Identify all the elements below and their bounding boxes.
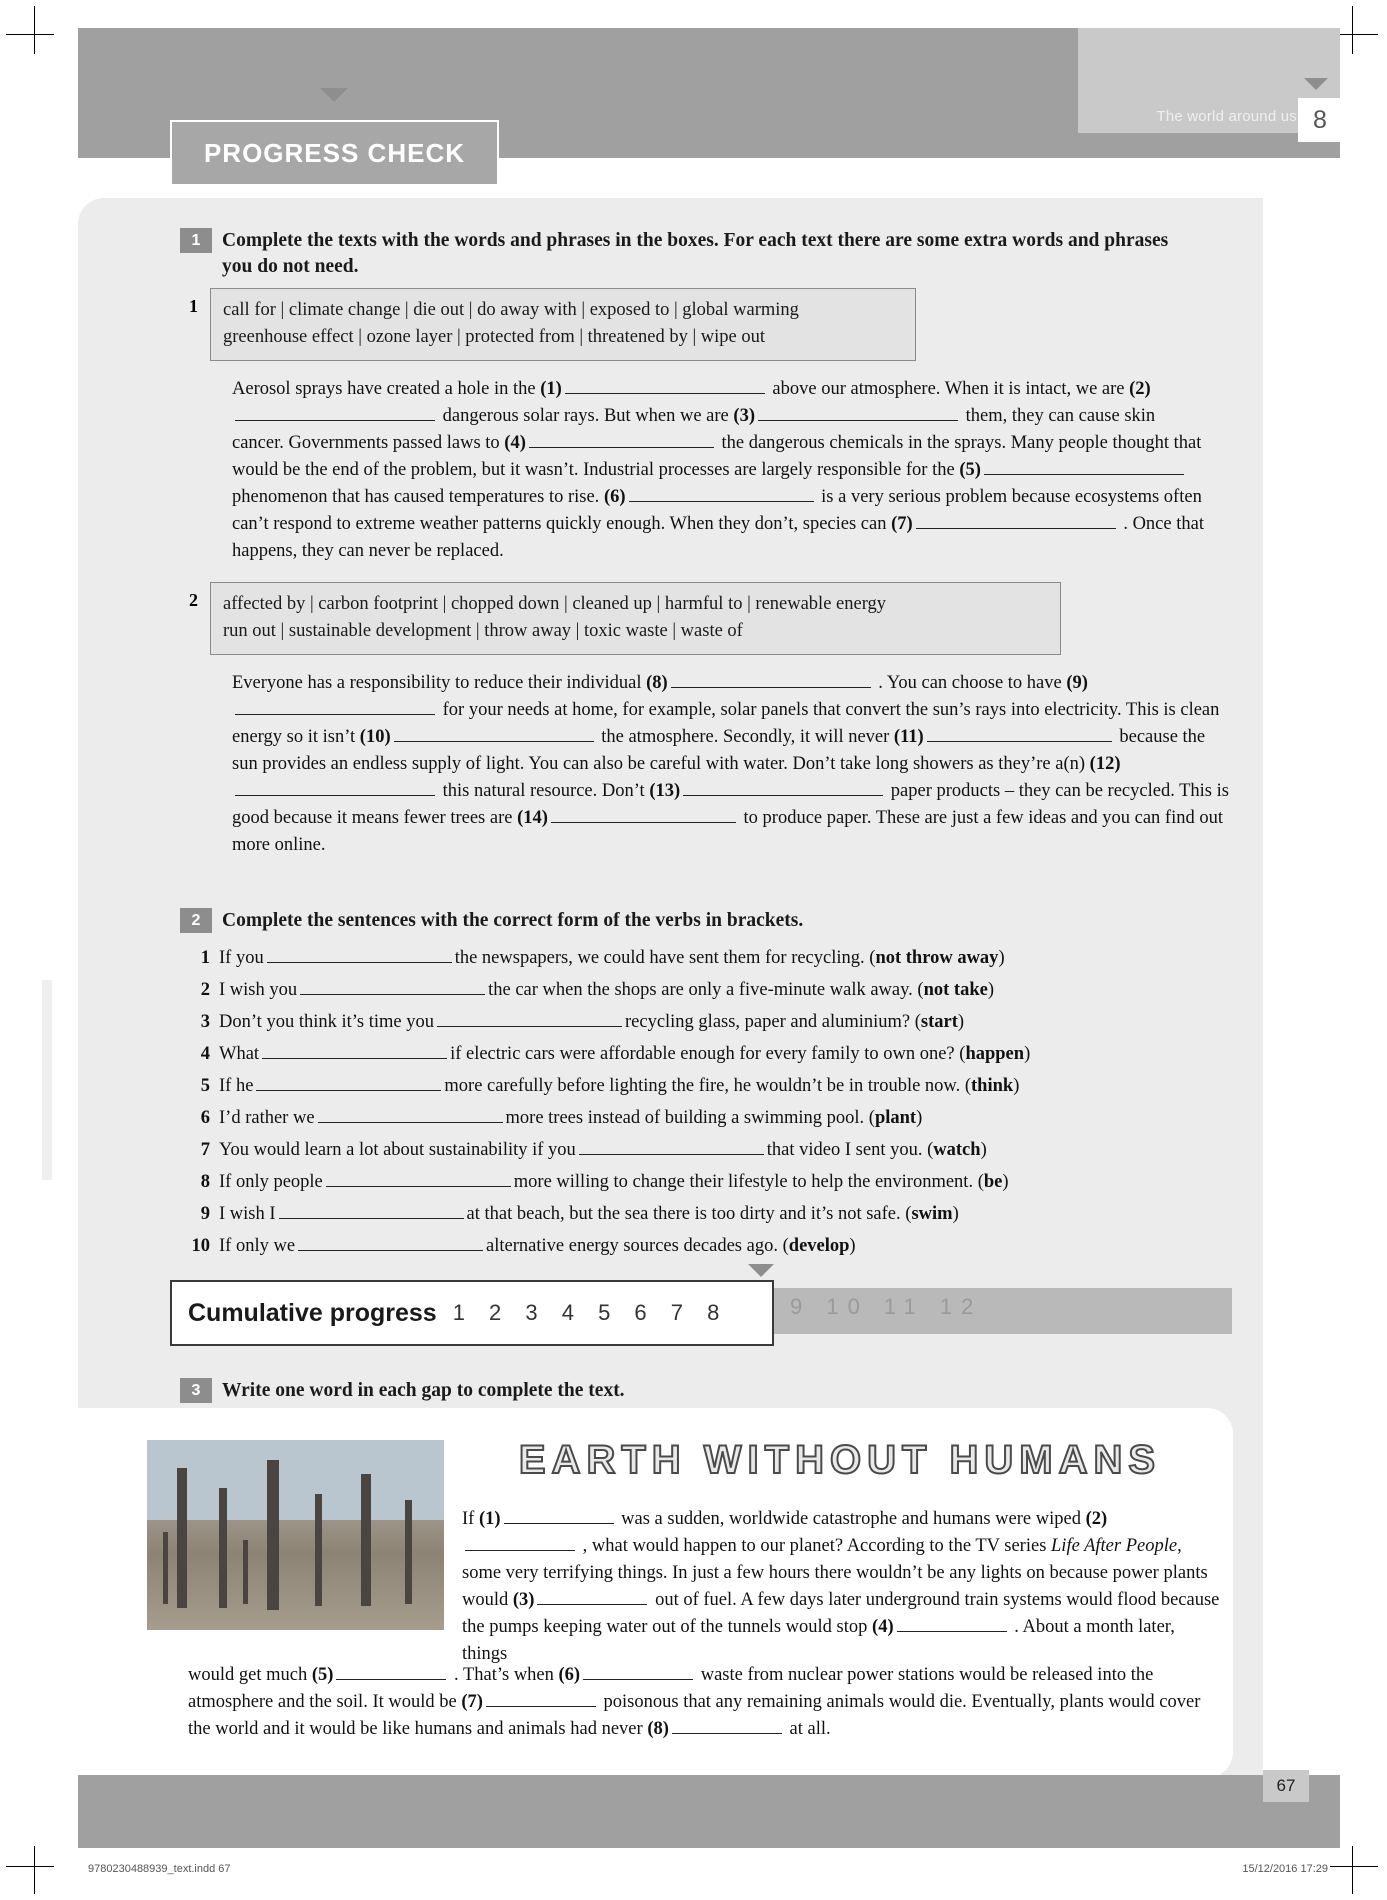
question-cue: develop: [788, 1236, 850, 1256]
question-pre: If you: [219, 948, 264, 968]
question-body: If he more carefully before lighting the fire, he wouldn’t be in trouble now. (think): [219, 1076, 1020, 1096]
question-body: You would learn a lot about sustainability if you that video I sent you. (watch): [219, 1140, 987, 1160]
question-post: if electric cars were affordable enough for every family to own one?: [450, 1044, 955, 1064]
question-number: 10: [191, 1236, 210, 1256]
t3-n4: (4): [872, 1617, 894, 1637]
t3-a2: was a sudden, worldwide catastrophe and humans were wiped: [621, 1509, 1081, 1529]
footer-band: [78, 1775, 1340, 1848]
answer-gap-q9[interactable]: [279, 1203, 464, 1219]
answer-gap-t3-2[interactable]: [465, 1535, 575, 1551]
wordbox-1-line-2: greenhouse effect | ozone layer | protected from | threatened by | wipe out: [223, 327, 766, 347]
question-number: 8: [200, 1172, 210, 1192]
answer-gap-q2[interactable]: [300, 979, 485, 995]
t1-s2: above our atmosphere. When it is intact, we are: [772, 379, 1125, 399]
answer-gap-7[interactable]: [916, 513, 1116, 529]
answer-gap-1[interactable]: [565, 378, 765, 394]
question-body: If only we alternative energy sources decades ago. (develop): [219, 1236, 856, 1256]
t2-s8: to produce paper. These are just a few ideas and you can find out more online.: [232, 808, 1223, 855]
exercise-3-instruction: Write one word in each gap to complete the text.: [222, 1380, 625, 1401]
t1-n4: (4): [504, 433, 526, 453]
wordbox-2-line-1: affected by | carbon footprint | chopped down | cleaned up | harmful to | renewable energy: [223, 594, 887, 614]
exercise-3-text-part-2: [188, 1662, 1223, 1743]
question-post: the car when the shops are only a five-minute walk away.: [488, 980, 913, 1000]
exercise-2-question-row: [180, 1102, 1190, 1134]
t1-s1: Aerosol sprays have created a hole in the: [232, 379, 536, 399]
exercise-2-question-row: [180, 1166, 1190, 1198]
answer-gap-q6[interactable]: [318, 1107, 503, 1123]
t1-n1: (1): [540, 379, 562, 399]
answer-gap-9[interactable]: [235, 699, 435, 715]
t2-s7: paper products – they can be recycled. This is good because it means fewer trees are: [232, 781, 1229, 828]
answer-gap-t3-5[interactable]: [336, 1664, 446, 1680]
t3-a5: out of fuel. A few days later underground train systems would flood because the pumps keeping water out of the tunnels would stop: [462, 1590, 1220, 1637]
exercise-1-text-2: [232, 670, 1232, 859]
running-head: The world around us: [1156, 108, 1297, 125]
answer-gap-t3-3[interactable]: [537, 1589, 647, 1605]
exercise-2-heading: [180, 908, 1190, 934]
answer-gap-11[interactable]: [927, 726, 1112, 742]
t3-b4: poisonous that any remaining animals would die. Eventually, plants would cover the world and it would be like humans and animals had never: [188, 1692, 1201, 1739]
answer-gap-t3-4[interactable]: [897, 1616, 1007, 1632]
question-body: What if electric cars were affordable enough for every family to own one? (happen): [219, 1044, 1031, 1064]
triangle-marker-progress-icon: [320, 88, 348, 102]
t2-n10: (10): [359, 727, 391, 747]
t3-n5: (5): [311, 1665, 334, 1685]
answer-gap-13[interactable]: [683, 780, 883, 796]
t3-n7: (7): [461, 1692, 483, 1712]
answer-gap-14[interactable]: [551, 807, 736, 823]
answer-gap-2[interactable]: [235, 405, 435, 421]
t1-s8: . Once that happens, they can never be replaced.: [232, 514, 1204, 561]
answer-gap-q8[interactable]: [326, 1171, 511, 1187]
question-post: that video I sent you.: [766, 1140, 923, 1160]
t2-s5: because the sun provides an endless supply of light. You can also be careful with water. Don’t take long showers as they’re a(n): [232, 727, 1206, 774]
t1-s6: phenomenon that has caused temperatures to rise.: [232, 487, 600, 507]
page-number: 67: [1263, 1770, 1309, 1802]
exercise-1-instruction: Complete the texts with the words and phrases in the boxes. For each text there are some extra words and phrases you do not need.: [222, 230, 1169, 277]
exercise-1-number: 1: [180, 228, 212, 253]
crop-mark-bl-h: [6, 1866, 54, 1867]
question-cue: not take: [923, 980, 988, 1000]
t3-b5: at all.: [789, 1719, 831, 1739]
question-body: I wish you the car when the shops are only a five-minute walk away. (not take): [219, 980, 995, 1000]
triangle-marker-unit-icon: [1304, 78, 1328, 90]
question-cue: not throw away: [875, 948, 999, 968]
question-post: more carefully before lighting the fire, he wouldn’t be in trouble now.: [444, 1076, 961, 1096]
question-body: I’d rather we more trees instead of building a swimming pool. (plant): [219, 1108, 923, 1128]
exercise-3-number: 3: [180, 1378, 212, 1403]
t2-s6: this natural resource. Don’t: [442, 781, 645, 801]
question-post: at that beach, but the sea there is too dirty and it’s not safe.: [466, 1204, 901, 1224]
answer-gap-6[interactable]: [629, 486, 814, 502]
question-body: If you the newspapers, we could have sent them for recycling. (not throw away): [219, 948, 1005, 968]
t3-n2: (2): [1085, 1509, 1108, 1529]
question-number: 3: [200, 1012, 210, 1032]
question-number: 2: [200, 980, 210, 1000]
exercise-2-question-list: [180, 942, 1190, 1262]
wordbox-1-number: 1: [189, 296, 198, 316]
t3-a1: If: [462, 1509, 475, 1529]
exercise-2-question-row: [180, 942, 1190, 974]
t2-n8: (8): [646, 673, 668, 693]
answer-gap-5[interactable]: [984, 459, 1184, 475]
exercise-2-question-row: [180, 1230, 1190, 1262]
answer-gap-q5[interactable]: [256, 1075, 441, 1091]
t2-n13: (13): [649, 781, 681, 801]
exercise-1-heading: [180, 228, 1190, 280]
question-pre: If he: [219, 1076, 254, 1096]
wordbox-2-number: 2: [189, 590, 198, 610]
exercise-2-question-row: [180, 1198, 1190, 1230]
question-pre: What: [219, 1044, 260, 1064]
answer-gap-q7[interactable]: [579, 1139, 764, 1155]
question-pre: If only people: [219, 1172, 323, 1192]
answer-gap-t3-8[interactable]: [672, 1718, 782, 1734]
question-post: more willing to change their lifestyle to help the environment.: [513, 1172, 974, 1192]
cumulative-progress-title: Cumulative progress: [188, 1298, 437, 1327]
t3-n6: (6): [558, 1665, 581, 1685]
question-post: alternative energy sources decades ago.: [486, 1236, 778, 1256]
t2-n12: (12): [1089, 754, 1121, 774]
exercise-2-question-row: [180, 1038, 1190, 1070]
exercise-1-text-1: [232, 376, 1207, 565]
exercise-2-question-row: [180, 1070, 1190, 1102]
answer-gap-12[interactable]: [235, 780, 435, 796]
t2-s4: the atmosphere. Secondly, it will never: [601, 727, 890, 747]
question-number: 6: [200, 1108, 210, 1128]
t1-n2: (2): [1129, 379, 1151, 399]
answer-gap-t3-7[interactable]: [486, 1691, 596, 1707]
t3-b3: waste from nuclear power stations would be released into the atmosphere and the soil. It would be: [188, 1665, 1154, 1712]
t1-n6: (6): [603, 487, 626, 507]
question-cue: watch: [933, 1140, 981, 1160]
cumulative-progress-inactive-units: 9 10 11 12: [790, 1294, 983, 1319]
exercise-3-heading: [180, 1378, 1190, 1404]
wordbox-1: [210, 288, 916, 361]
question-number: 9: [200, 1204, 210, 1224]
t2-s2: . You can choose to have: [878, 673, 1062, 693]
cumulative-progress-active-units: 1 2 3 4 5 6 7 8: [452, 1300, 729, 1325]
question-number: 1: [200, 948, 210, 968]
question-cue: happen: [965, 1044, 1025, 1064]
t1-s3: dangerous solar rays. But when we are: [442, 406, 729, 426]
progress-check-label: PROGRESS CHECK: [203, 137, 466, 168]
article-title: EARTH WITHOUT HUMANS: [518, 1438, 1162, 1482]
print-footer-right: 15/12/2016 17:29: [1242, 1863, 1328, 1875]
question-body: I wish I at that beach, but the sea there is too dirty and it’s not safe. (swim): [219, 1204, 959, 1224]
t1-s7: is a very serious problem because ecosystems often can’t respond to extreme weather patterns quickly enough. When they don’t, species can: [232, 487, 1202, 534]
question-cue: start: [920, 1012, 958, 1032]
t1-n5: (5): [959, 460, 981, 480]
t2-s1: Everyone has a responsibility to reduce their individual: [232, 673, 642, 693]
crop-mark-tl-v: [34, 6, 35, 54]
cumulative-progress-box: [170, 1280, 774, 1346]
t3-n3: (3): [512, 1590, 535, 1610]
question-pre: I wish you: [219, 980, 298, 1000]
print-footer-left: 9780230488939_text.indd 67: [88, 1863, 231, 1875]
t3-b2: . That’s when: [454, 1665, 554, 1685]
t3-b1: would get much: [188, 1665, 308, 1685]
t1-n3: (3): [733, 406, 755, 426]
t3-a4: , some very terrifying things. In just a few hours there wouldn’t be any lights on because power plants would: [462, 1536, 1208, 1610]
answer-gap-t3-1[interactable]: [504, 1508, 614, 1524]
exercise-2-number: 2: [180, 908, 212, 933]
answer-gap-q3[interactable]: [437, 1011, 622, 1027]
t1-s4: them, they can cause skin cancer. Governments passed laws to: [232, 406, 1156, 453]
triangle-marker-cumulative-icon: [748, 1264, 774, 1277]
question-post: recycling glass, paper and aluminium?: [624, 1012, 911, 1032]
question-cue: think: [971, 1076, 1014, 1096]
unit-number-badge: 8: [1298, 98, 1342, 142]
crop-mark-br-v: [1352, 1846, 1353, 1894]
t3-a6: . About a month later, things: [462, 1617, 1175, 1664]
question-post: more trees instead of building a swimming pool.: [505, 1108, 865, 1128]
answer-gap-q4[interactable]: [262, 1043, 447, 1059]
question-pre: I’d rather we: [219, 1108, 315, 1128]
progress-check-banner: [170, 120, 499, 186]
wordbox-2: [210, 582, 1061, 655]
question-cue: be: [983, 1172, 1003, 1192]
question-number: 4: [200, 1044, 210, 1064]
t1-s5: the dangerous chemicals in the sprays. Many people thought that would be the end of the problem, but it wasn’t. Industrial processes are largely responsible for the: [232, 433, 1202, 480]
t3-n8: (8): [647, 1719, 669, 1739]
dead-forest-photo: [145, 1438, 446, 1632]
exercise-3-text-part-1: [462, 1506, 1222, 1668]
question-pre: I wish I: [219, 1204, 276, 1224]
question-post: the newspapers, we could have sent them for recycling.: [454, 948, 865, 968]
wordbox-1-line-1: call for | climate change | die out | do away with | exposed to | global warming: [223, 300, 799, 320]
crop-mark-bl-v: [34, 1846, 35, 1894]
t2-n11: (11): [893, 727, 924, 747]
t3-a3: , what would happen to our planet? According to the TV series: [582, 1536, 1047, 1556]
question-cue: swim: [911, 1204, 953, 1224]
question-body: Don’t you think it’s time you recycling glass, paper and aluminium? (start): [219, 1012, 965, 1032]
t2-s3: for your needs at home, for example, solar panels that convert the sun’s rays into electricity. This is clean energy so it isn’t: [232, 700, 1220, 747]
t2-n14: (14): [517, 808, 548, 828]
side-strip: [42, 980, 52, 1180]
t3-series-title: Life After People: [1051, 1536, 1178, 1556]
answer-gap-q1[interactable]: [267, 947, 452, 963]
print-footer: [88, 1863, 1328, 1875]
crop-mark-br-h: [1330, 1866, 1378, 1867]
answer-gap-4[interactable]: [529, 432, 714, 448]
answer-gap-q10[interactable]: [298, 1235, 483, 1251]
question-pre: Don’t you think it’s time you: [219, 1012, 434, 1032]
question-number: 5: [200, 1076, 210, 1096]
t2-n9: (9): [1066, 673, 1088, 693]
answer-gap-10[interactable]: [394, 726, 594, 742]
exercise-2-instruction: Complete the sentences with the correct form of the verbs in brackets.: [222, 910, 804, 931]
crop-mark-tr-v: [1352, 6, 1353, 54]
question-pre: If only we: [219, 1236, 296, 1256]
exercise-2-question-row: [180, 1134, 1190, 1166]
t3-n1: (1): [478, 1509, 501, 1529]
wordbox-2-line-2: run out | sustainable development | throw away | toxic waste | waste of: [223, 621, 743, 641]
t1-n7: (7): [891, 514, 913, 534]
crop-mark-tl-h: [6, 34, 54, 35]
question-number: 7: [200, 1140, 210, 1160]
question-cue: plant: [874, 1108, 917, 1128]
answer-gap-8[interactable]: [671, 672, 871, 688]
exercise-2-question-row: [180, 1006, 1190, 1038]
question-pre: You would learn a lot about sustainability if you: [219, 1140, 576, 1160]
question-body: If only people more willing to change their lifestyle to help the environment. (be): [219, 1172, 1009, 1192]
answer-gap-t3-6[interactable]: [583, 1664, 693, 1680]
answer-gap-3[interactable]: [758, 405, 958, 421]
exercise-2-question-row: [180, 974, 1190, 1006]
